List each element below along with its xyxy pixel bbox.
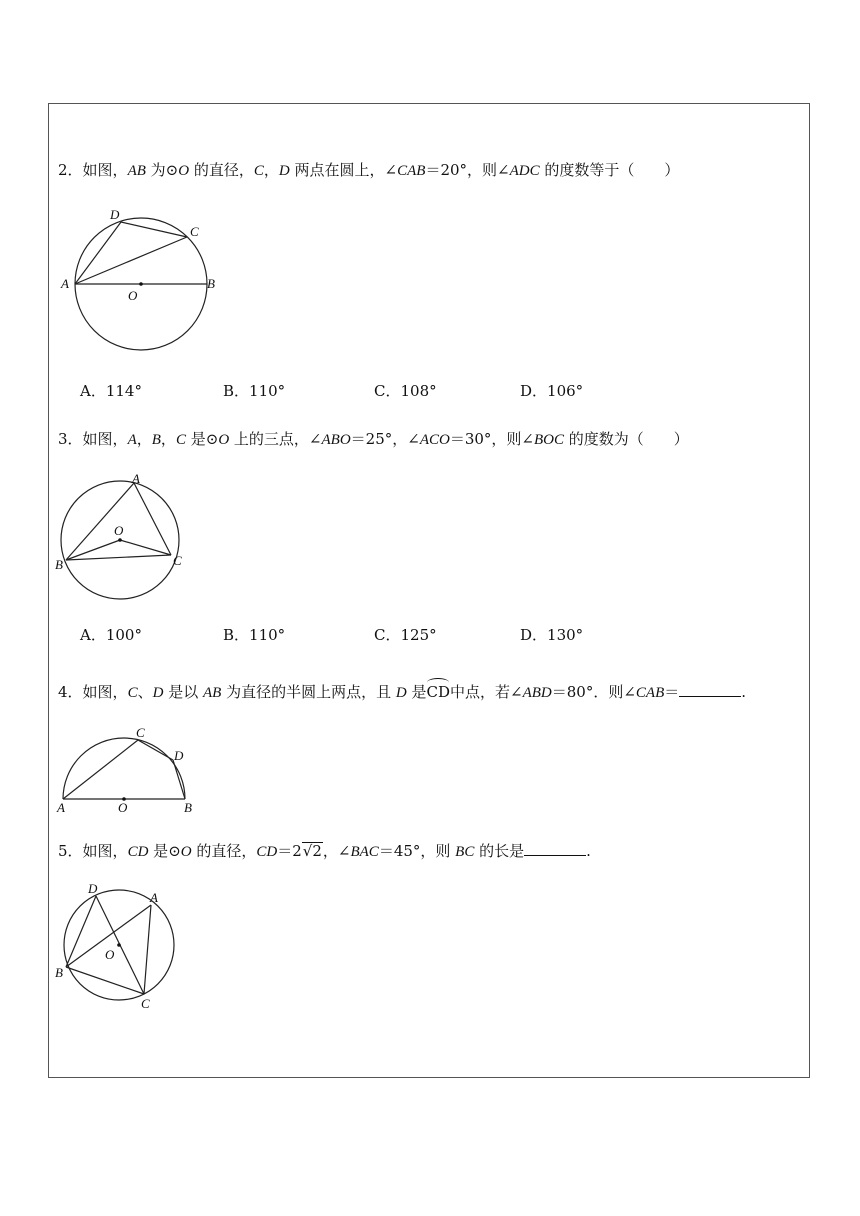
q3-option-b[interactable]: B．110° [223,626,286,644]
arc-cd: CD [426,683,450,701]
q3-option-a[interactable]: A．100° [80,626,142,644]
question-4-figure [52,722,202,816]
question-5-text: 5．如图，CD 是⊙O 的直径，CD＝2√2，∠BAC＝45°，则 BC 的长是 . [58,842,591,860]
svg-text:B: B [55,965,63,980]
svg-text:D: D [88,881,98,896]
question-4-text: 4．如图，C、D 是以 AB 为直径的半圆上两点，且 D 是CD中点，若∠ABD＝80°．则∠CAB＝ . [58,683,747,701]
sqrt-2: √2 [302,842,322,860]
question-2-text: 2．如图，AB 为⊙O 的直径，C，D 两点在圆上，∠CAB＝20°，则∠ADC 的度数等于（ ） [58,161,680,179]
svg-text:A: A [150,890,158,905]
q3-option-d[interactable]: D．130° [520,626,584,644]
question-3-text: 3．如图，A，B，C 是⊙O 上的三点，∠ABO＝25°，∠ACO＝30°，则∠BOC 的度数为（ ） [58,430,689,448]
q2-option-a[interactable]: A．114° [80,382,142,400]
q2-option-c[interactable]: C．108° [374,382,437,400]
svg-text:A: A [57,800,65,815]
svg-text:O: O [114,523,124,538]
question-3-figure [52,468,202,608]
svg-text:A: A [132,471,140,486]
svg-text:D: D [110,207,120,222]
svg-text:O: O [105,947,115,962]
svg-text:O: O [118,800,128,815]
svg-text:B: B [184,800,192,815]
q3-option-c[interactable]: C．125° [374,626,437,644]
q2-option-b[interactable]: B．110° [223,382,286,400]
q2-option-d[interactable]: D．106° [520,382,584,400]
svg-text:C: C [190,224,199,239]
question-5-figure [52,878,192,1014]
svg-text:B: B [207,276,215,291]
answer-blank-q5[interactable] [524,840,586,856]
answer-blank-q4[interactable] [679,681,741,697]
svg-text:C: C [141,996,150,1011]
question-2-figure [56,200,226,360]
svg-text:C: C [136,725,145,740]
svg-text:B: B [55,557,63,572]
svg-text:D: D [174,748,184,763]
svg-text:A: A [61,276,69,291]
svg-text:O: O [128,288,138,303]
svg-text:C: C [173,553,182,568]
